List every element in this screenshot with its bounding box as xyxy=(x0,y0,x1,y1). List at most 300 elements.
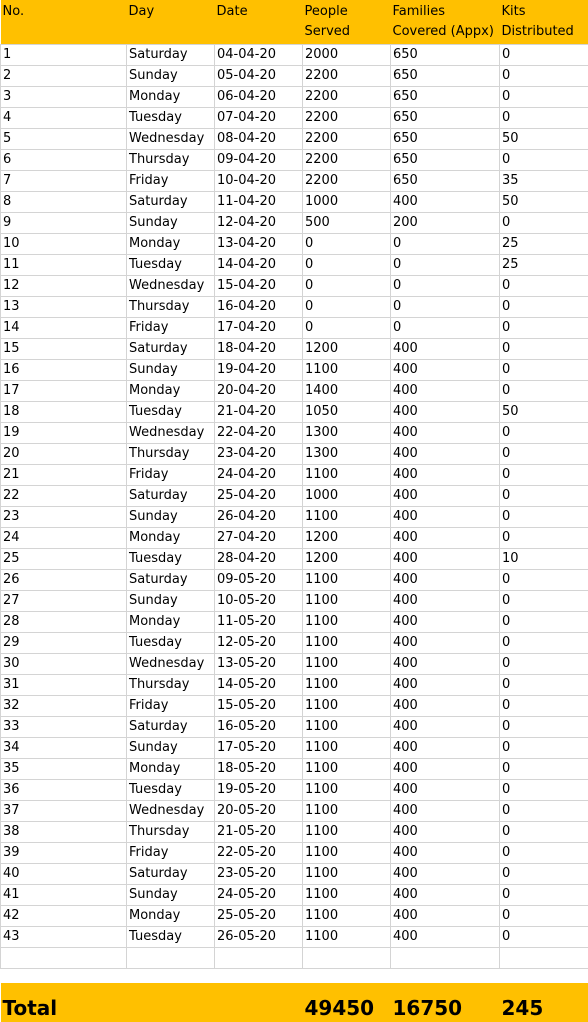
cell-day: Friday xyxy=(127,696,215,717)
cell-families-covered: 400 xyxy=(391,654,500,675)
cell-families-covered: 400 xyxy=(391,780,500,801)
table-row xyxy=(1,843,588,864)
cell-no: 29 xyxy=(1,633,127,654)
cell-people-served: 1200 xyxy=(303,339,391,360)
cell-families-covered: 400 xyxy=(391,906,500,927)
cell-date: 23-04-20 xyxy=(215,444,303,465)
cell-kits-distributed: 50 xyxy=(500,129,588,150)
cell-no: 28 xyxy=(1,612,127,633)
cell-people-served: 2200 xyxy=(303,66,391,87)
cell-day: Monday xyxy=(127,528,215,549)
cell-people-served: 1300 xyxy=(303,444,391,465)
cell-no: 2 xyxy=(1,66,127,87)
cell-date: 15-05-20 xyxy=(215,696,303,717)
table-row xyxy=(1,444,588,465)
cell-no: 38 xyxy=(1,822,127,843)
cell-families-covered: 400 xyxy=(391,507,500,528)
empty-cell xyxy=(127,969,215,984)
cell-families-covered: 400 xyxy=(391,864,500,885)
cell-kits-distributed: 0 xyxy=(500,528,588,549)
cell-no: 11 xyxy=(1,255,127,276)
cell-families-covered: 650 xyxy=(391,171,500,192)
cell-no: 20 xyxy=(1,444,127,465)
cell-families-covered: 400 xyxy=(391,591,500,612)
cell-kits-distributed: 0 xyxy=(500,864,588,885)
cell-kits-distributed: 0 xyxy=(500,843,588,864)
blank-row xyxy=(1,948,588,969)
cell-kits-distributed: 25 xyxy=(500,234,588,255)
cell-kits-distributed: 0 xyxy=(500,822,588,843)
table-row xyxy=(1,402,588,423)
cell-people-served: 1200 xyxy=(303,549,391,570)
table-row xyxy=(1,108,588,129)
cell-day: Tuesday xyxy=(127,549,215,570)
table-row xyxy=(1,717,588,738)
table-row xyxy=(1,591,588,612)
cell-date: 17-05-20 xyxy=(215,738,303,759)
cell-no: 7 xyxy=(1,171,127,192)
cell-kits-distributed: 0 xyxy=(500,465,588,486)
cell-day: Saturday xyxy=(127,192,215,213)
cell-date: 12-05-20 xyxy=(215,633,303,654)
cell-day: Sunday xyxy=(127,885,215,906)
cell-date: 10-05-20 xyxy=(215,591,303,612)
cell-families-covered: 400 xyxy=(391,717,500,738)
cell-day: Sunday xyxy=(127,360,215,381)
cell-day: Thursday xyxy=(127,822,215,843)
cell-no: 32 xyxy=(1,696,127,717)
cell-people-served: 1100 xyxy=(303,843,391,864)
cell-kits-distributed: 0 xyxy=(500,738,588,759)
cell-people-served: 1000 xyxy=(303,192,391,213)
cell-people-served: 1100 xyxy=(303,360,391,381)
cell-day: Friday xyxy=(127,318,215,339)
cell-people-served: 2200 xyxy=(303,150,391,171)
cell-people-served: 0 xyxy=(303,276,391,297)
cell-kits-distributed: 0 xyxy=(500,927,588,948)
cell-date: 21-04-20 xyxy=(215,402,303,423)
table-row xyxy=(1,360,588,381)
cell-no: 41 xyxy=(1,885,127,906)
cell-families-covered: 0 xyxy=(391,318,500,339)
cell-no: 21 xyxy=(1,465,127,486)
cell-families-covered: 400 xyxy=(391,339,500,360)
cell-people-served: 0 xyxy=(303,234,391,255)
empty-cell xyxy=(303,948,391,969)
cell-families-covered: 400 xyxy=(391,801,500,822)
cell-day: Thursday xyxy=(127,150,215,171)
empty-cell xyxy=(127,948,215,969)
cell-kits-distributed: 0 xyxy=(500,108,588,129)
table-row xyxy=(1,780,588,801)
cell-kits-distributed: 0 xyxy=(500,906,588,927)
cell-kits-distributed: 0 xyxy=(500,591,588,612)
cell-date: 15-04-20 xyxy=(215,276,303,297)
cell-day: Monday xyxy=(127,381,215,402)
cell-day: Sunday xyxy=(127,213,215,234)
table-row xyxy=(1,381,588,402)
cell-people-served: 1100 xyxy=(303,612,391,633)
cell-day: Thursday xyxy=(127,297,215,318)
table-row xyxy=(1,423,588,444)
cell-day: Tuesday xyxy=(127,402,215,423)
header-families-line1: Families xyxy=(393,4,446,19)
cell-kits-distributed: 25 xyxy=(500,255,588,276)
cell-no: 27 xyxy=(1,591,127,612)
cell-no: 5 xyxy=(1,129,127,150)
cell-kits-distributed: 0 xyxy=(500,717,588,738)
cell-people-served: 2200 xyxy=(303,171,391,192)
cell-no: 25 xyxy=(1,549,127,570)
cell-families-covered: 400 xyxy=(391,633,500,654)
cell-people-served: 1000 xyxy=(303,486,391,507)
header-row xyxy=(1,0,588,45)
cell-day: Monday xyxy=(127,234,215,255)
cell-date: 20-05-20 xyxy=(215,801,303,822)
cell-kits-distributed: 0 xyxy=(500,759,588,780)
cell-day: Saturday xyxy=(127,339,215,360)
table-row xyxy=(1,906,588,927)
cell-day: Tuesday xyxy=(127,108,215,129)
cell-no: 10 xyxy=(1,234,127,255)
cell-kits-distributed: 0 xyxy=(500,150,588,171)
table-row xyxy=(1,276,588,297)
cell-day: Friday xyxy=(127,465,215,486)
cell-kits-distributed: 0 xyxy=(500,318,588,339)
cell-people-served: 1100 xyxy=(303,570,391,591)
cell-people-served: 1100 xyxy=(303,654,391,675)
cell-day: Thursday xyxy=(127,444,215,465)
table-row xyxy=(1,633,588,654)
cell-people-served: 1100 xyxy=(303,885,391,906)
cell-day: Tuesday xyxy=(127,633,215,654)
cell-people-served: 1100 xyxy=(303,675,391,696)
cell-kits-distributed: 0 xyxy=(500,633,588,654)
cell-kits-distributed: 0 xyxy=(500,87,588,108)
cell-day: Friday xyxy=(127,171,215,192)
cell-kits-distributed: 50 xyxy=(500,402,588,423)
cell-people-served: 1100 xyxy=(303,507,391,528)
cell-no: 36 xyxy=(1,780,127,801)
total-families-covered: 16750 xyxy=(391,983,500,1022)
table-row xyxy=(1,549,588,570)
table-row xyxy=(1,885,588,906)
table-row xyxy=(1,738,588,759)
cell-kits-distributed: 0 xyxy=(500,213,588,234)
cell-families-covered: 400 xyxy=(391,927,500,948)
cell-people-served: 1100 xyxy=(303,780,391,801)
cell-families-covered: 400 xyxy=(391,402,500,423)
cell-date: 13-04-20 xyxy=(215,234,303,255)
cell-people-served: 1100 xyxy=(303,591,391,612)
cell-day: Saturday xyxy=(127,570,215,591)
cell-kits-distributed: 0 xyxy=(500,360,588,381)
header-people-served xyxy=(303,0,391,45)
cell-no: 17 xyxy=(1,381,127,402)
table-row xyxy=(1,129,588,150)
cell-families-covered: 400 xyxy=(391,612,500,633)
cell-day: Sunday xyxy=(127,507,215,528)
cell-kits-distributed: 0 xyxy=(500,780,588,801)
cell-date: 05-04-20 xyxy=(215,66,303,87)
cell-kits-distributed: 50 xyxy=(500,192,588,213)
cell-date: 16-05-20 xyxy=(215,717,303,738)
cell-day: Monday xyxy=(127,87,215,108)
cell-date: 06-04-20 xyxy=(215,87,303,108)
cell-day: Monday xyxy=(127,906,215,927)
cell-people-served: 1200 xyxy=(303,528,391,549)
cell-no: 35 xyxy=(1,759,127,780)
cell-no: 16 xyxy=(1,360,127,381)
cell-kits-distributed: 0 xyxy=(500,654,588,675)
cell-people-served: 1100 xyxy=(303,633,391,654)
cell-families-covered: 650 xyxy=(391,66,500,87)
header-families-covered xyxy=(391,0,500,45)
cell-date: 19-05-20 xyxy=(215,780,303,801)
table-row xyxy=(1,612,588,633)
empty-cell xyxy=(391,969,500,984)
cell-kits-distributed: 0 xyxy=(500,486,588,507)
header-kits-line1: Kits xyxy=(502,4,526,19)
table-row xyxy=(1,528,588,549)
cell-date: 13-05-20 xyxy=(215,654,303,675)
cell-date: 07-04-20 xyxy=(215,108,303,129)
cell-date: 24-04-20 xyxy=(215,465,303,486)
table-row xyxy=(1,822,588,843)
cell-kits-distributed: 0 xyxy=(500,696,588,717)
cell-people-served: 0 xyxy=(303,297,391,318)
cell-kits-distributed: 0 xyxy=(500,297,588,318)
cell-no: 12 xyxy=(1,276,127,297)
cell-no: 26 xyxy=(1,570,127,591)
cell-no: 15 xyxy=(1,339,127,360)
cell-people-served: 1100 xyxy=(303,465,391,486)
cell-families-covered: 400 xyxy=(391,465,500,486)
header-no: No. xyxy=(1,0,127,45)
table-row xyxy=(1,864,588,885)
table-row xyxy=(1,318,588,339)
cell-date: 20-04-20 xyxy=(215,381,303,402)
cell-kits-distributed: 0 xyxy=(500,339,588,360)
empty-cell xyxy=(303,969,391,984)
cell-date: 14-05-20 xyxy=(215,675,303,696)
cell-day: Saturday xyxy=(127,45,215,66)
cell-families-covered: 400 xyxy=(391,759,500,780)
cell-no: 24 xyxy=(1,528,127,549)
cell-families-covered: 650 xyxy=(391,45,500,66)
table-row xyxy=(1,654,588,675)
cell-kits-distributed: 0 xyxy=(500,444,588,465)
cell-families-covered: 400 xyxy=(391,444,500,465)
cell-date: 25-04-20 xyxy=(215,486,303,507)
cell-day: Sunday xyxy=(127,591,215,612)
table-row xyxy=(1,570,588,591)
table-row xyxy=(1,213,588,234)
cell-people-served: 1100 xyxy=(303,927,391,948)
header-kits-distributed xyxy=(500,0,588,45)
cell-date: 27-04-20 xyxy=(215,528,303,549)
cell-no: 37 xyxy=(1,801,127,822)
cell-no: 13 xyxy=(1,297,127,318)
header-people-line1: People xyxy=(305,4,348,19)
cell-families-covered: 400 xyxy=(391,885,500,906)
empty-cell xyxy=(1,948,127,969)
cell-families-covered: 400 xyxy=(391,381,500,402)
cell-date: 25-05-20 xyxy=(215,906,303,927)
cell-families-covered: 400 xyxy=(391,822,500,843)
total-people-served: 49450 xyxy=(303,983,391,1022)
cell-kits-distributed: 35 xyxy=(500,171,588,192)
table-row xyxy=(1,45,588,66)
cell-families-covered: 650 xyxy=(391,129,500,150)
empty-cell xyxy=(215,969,303,984)
cell-families-covered: 400 xyxy=(391,486,500,507)
cell-people-served: 2200 xyxy=(303,87,391,108)
cell-families-covered: 400 xyxy=(391,360,500,381)
header-people-line2: Served xyxy=(305,24,351,39)
cell-families-covered: 400 xyxy=(391,570,500,591)
cell-date: 10-04-20 xyxy=(215,171,303,192)
cell-people-served: 1100 xyxy=(303,738,391,759)
cell-no: 39 xyxy=(1,843,127,864)
cell-date: 14-04-20 xyxy=(215,255,303,276)
cell-date: 22-04-20 xyxy=(215,423,303,444)
cell-date: 16-04-20 xyxy=(215,297,303,318)
table-row xyxy=(1,297,588,318)
header-families-line2: Covered (Appx) xyxy=(393,24,494,39)
cell-kits-distributed: 0 xyxy=(500,612,588,633)
cell-kits-distributed: 10 xyxy=(500,549,588,570)
cell-day: Tuesday xyxy=(127,255,215,276)
cell-families-covered: 0 xyxy=(391,234,500,255)
cell-people-served: 2000 xyxy=(303,45,391,66)
cell-day: Tuesday xyxy=(127,780,215,801)
cell-no: 6 xyxy=(1,150,127,171)
cell-kits-distributed: 0 xyxy=(500,570,588,591)
cell-families-covered: 0 xyxy=(391,297,500,318)
cell-day: Wednesday xyxy=(127,423,215,444)
cell-families-covered: 200 xyxy=(391,213,500,234)
cell-kits-distributed: 0 xyxy=(500,66,588,87)
cell-people-served: 1400 xyxy=(303,381,391,402)
table-row xyxy=(1,171,588,192)
cell-families-covered: 400 xyxy=(391,192,500,213)
cell-people-served: 2200 xyxy=(303,108,391,129)
cell-date: 22-05-20 xyxy=(215,843,303,864)
cell-no: 8 xyxy=(1,192,127,213)
table-row xyxy=(1,801,588,822)
cell-day: Wednesday xyxy=(127,276,215,297)
cell-families-covered: 650 xyxy=(391,108,500,129)
cell-day: Sunday xyxy=(127,66,215,87)
cell-kits-distributed: 0 xyxy=(500,45,588,66)
cell-date: 18-04-20 xyxy=(215,339,303,360)
cell-date: 11-05-20 xyxy=(215,612,303,633)
cell-no: 3 xyxy=(1,87,127,108)
cell-people-served: 0 xyxy=(303,255,391,276)
cell-people-served: 1050 xyxy=(303,402,391,423)
cell-no: 42 xyxy=(1,906,127,927)
table-row xyxy=(1,507,588,528)
cell-date: 21-05-20 xyxy=(215,822,303,843)
cell-kits-distributed: 0 xyxy=(500,381,588,402)
cell-no: 19 xyxy=(1,423,127,444)
table-row xyxy=(1,255,588,276)
table-row xyxy=(1,486,588,507)
empty-cell xyxy=(391,948,500,969)
table-row xyxy=(1,339,588,360)
cell-people-served: 1100 xyxy=(303,906,391,927)
cell-no: 4 xyxy=(1,108,127,129)
empty-cell xyxy=(500,948,588,969)
cell-date: 26-05-20 xyxy=(215,927,303,948)
cell-no: 40 xyxy=(1,864,127,885)
cell-day: Wednesday xyxy=(127,801,215,822)
cell-day: Saturday xyxy=(127,864,215,885)
cell-families-covered: 650 xyxy=(391,87,500,108)
cell-kits-distributed: 0 xyxy=(500,675,588,696)
table-row xyxy=(1,927,588,948)
cell-day: Thursday xyxy=(127,675,215,696)
cell-day: Sunday xyxy=(127,738,215,759)
cell-families-covered: 650 xyxy=(391,150,500,171)
cell-no: 43 xyxy=(1,927,127,948)
cell-no: 14 xyxy=(1,318,127,339)
table-row xyxy=(1,192,588,213)
cell-date: 11-04-20 xyxy=(215,192,303,213)
table-row xyxy=(1,87,588,108)
cell-people-served: 2200 xyxy=(303,129,391,150)
cell-people-served: 1100 xyxy=(303,864,391,885)
cell-day: Wednesday xyxy=(127,129,215,150)
table-row xyxy=(1,234,588,255)
cell-families-covered: 400 xyxy=(391,423,500,444)
header-date: Date xyxy=(215,0,303,45)
cell-date: 04-04-20 xyxy=(215,45,303,66)
cell-no: 18 xyxy=(1,402,127,423)
cell-day: Saturday xyxy=(127,717,215,738)
cell-kits-distributed: 0 xyxy=(500,507,588,528)
cell-people-served: 500 xyxy=(303,213,391,234)
cell-day: Friday xyxy=(127,843,215,864)
cell-people-served: 1100 xyxy=(303,801,391,822)
table-body xyxy=(1,45,588,984)
cell-date: 18-05-20 xyxy=(215,759,303,780)
cell-families-covered: 400 xyxy=(391,675,500,696)
cell-families-covered: 400 xyxy=(391,696,500,717)
cell-people-served: 1100 xyxy=(303,822,391,843)
total-kits-distributed: 245 xyxy=(500,983,588,1022)
table-row xyxy=(1,675,588,696)
cell-day: Monday xyxy=(127,759,215,780)
cell-people-served: 1100 xyxy=(303,759,391,780)
cell-date: 12-04-20 xyxy=(215,213,303,234)
cell-no: 33 xyxy=(1,717,127,738)
cell-date: 17-04-20 xyxy=(215,318,303,339)
cell-kits-distributed: 0 xyxy=(500,423,588,444)
table-row xyxy=(1,696,588,717)
cell-date: 28-04-20 xyxy=(215,549,303,570)
cell-date: 08-04-20 xyxy=(215,129,303,150)
cell-date: 24-05-20 xyxy=(215,885,303,906)
cell-no: 9 xyxy=(1,213,127,234)
cell-no: 1 xyxy=(1,45,127,66)
cell-day: Wednesday xyxy=(127,654,215,675)
cell-no: 30 xyxy=(1,654,127,675)
cell-kits-distributed: 0 xyxy=(500,885,588,906)
empty-cell xyxy=(500,969,588,984)
cell-people-served: 1100 xyxy=(303,717,391,738)
